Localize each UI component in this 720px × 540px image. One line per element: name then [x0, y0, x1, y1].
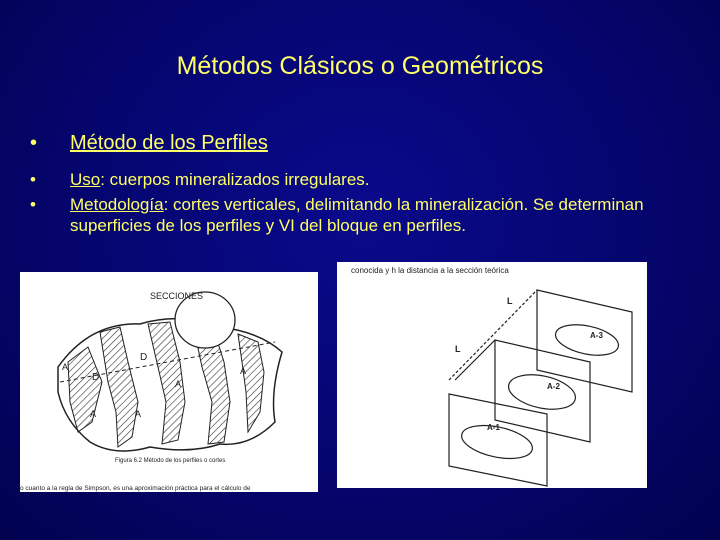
figure-perfiles [337, 262, 647, 488]
bullet-metodologia-text [70, 194, 700, 236]
bullet-uso-text [70, 169, 370, 190]
bullet-main-text: Método de los Perfiles [70, 132, 268, 154]
secciones-diagram [20, 272, 318, 492]
ore-ellipse [553, 320, 621, 361]
uso-label: Uso [70, 170, 101, 189]
label-d: D [92, 372, 100, 383]
label-a: A [135, 409, 142, 419]
figure-header: conocida y h la distancia a la sección teórica [351, 266, 509, 275]
figure-secciones [20, 272, 318, 492]
label-a: A [90, 409, 97, 419]
bullet-marker: • [30, 132, 38, 154]
bullet-marker: • [30, 170, 36, 189]
label-a2: A-2 [547, 382, 560, 391]
slide-title: Métodos Clásicos o Geométricos [176, 52, 544, 80]
figure-footer: o cuanto a la regla de Simpson, es una aproximación práctica para el cálculo de [20, 485, 251, 492]
label-a: A [175, 379, 182, 389]
label-a: A [62, 362, 69, 372]
label-secciones: SECCIONES [150, 291, 204, 301]
bullet-marker: • [30, 195, 36, 214]
label-l: L [455, 344, 461, 354]
bullet-uso [30, 169, 700, 190]
metodologia-text: : cortes verticales, delimitando la mineralización. Se determinan superficies de los perfiles y VI del bloque en perfiles. [70, 195, 644, 235]
label-a: A [240, 366, 247, 376]
figure-caption: Figura 6.2 Método de los perfiles o cortes [115, 458, 226, 464]
bullet-list [30, 132, 700, 240]
uso-text: : cuerpos mineralizados irregulares. [100, 170, 370, 189]
bullet-metodologia [30, 194, 700, 236]
label-a1: A-1 [487, 423, 500, 432]
label-l: L [507, 296, 513, 306]
perfiles-diagram [337, 262, 647, 488]
distance-line [455, 340, 495, 380]
distance-line [449, 290, 537, 380]
section-plane [449, 394, 547, 486]
bullet-main [30, 132, 700, 155]
metodologia-label: Metodología [70, 195, 164, 214]
label-a3: A-3 [590, 331, 603, 340]
label-d: D [140, 352, 148, 363]
